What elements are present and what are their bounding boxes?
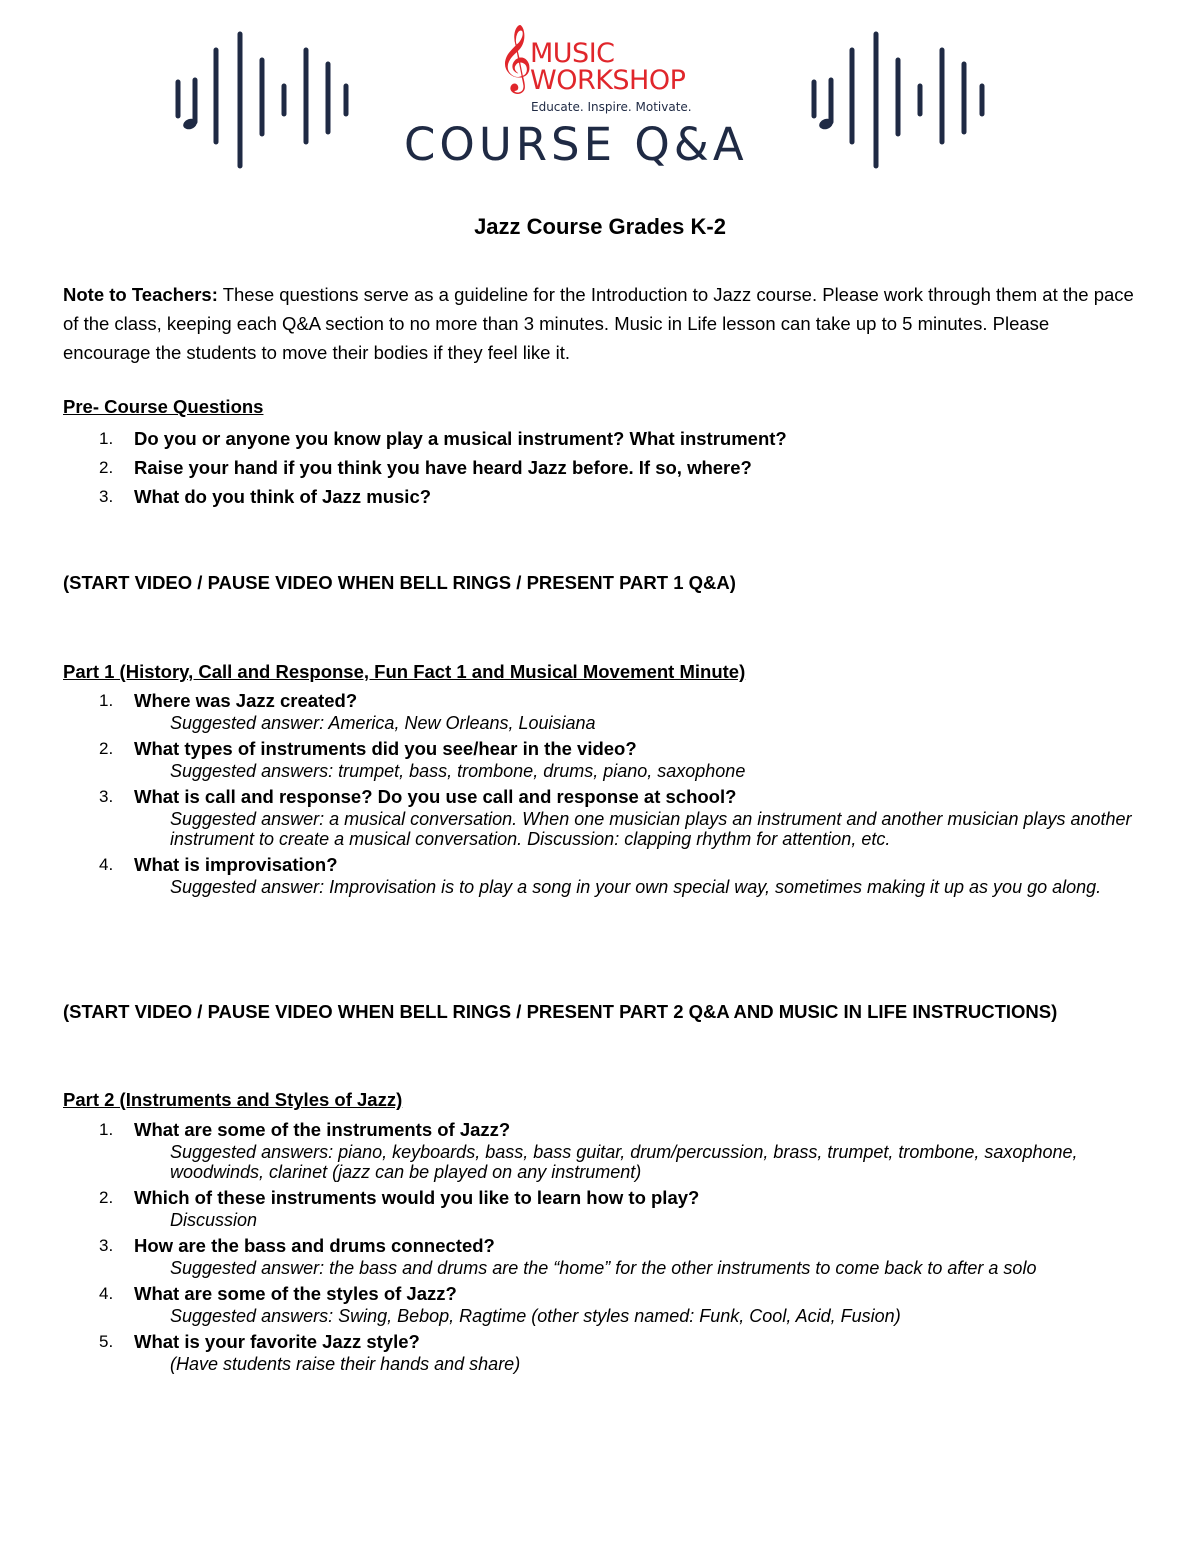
suggested-answer: Suggested answer: a musical conversation. When one musician plays an instrument and another musician plays another instrument to create a musical conversation. Discussion: clapping rhythm for attention, etc. <box>170 809 1132 849</box>
list-item: 3. What do you think of Jazz music? <box>99 486 432 507</box>
suggested-answer: (Have students raise their hands and share) <box>170 1354 521 1374</box>
suggested-answer: Suggested answer: Improvisation is to play a song in your own special way, sometimes making it up as you go along. <box>170 877 1102 897</box>
question: Which of these instruments would you like to learn how to play? <box>134 1187 700 1208</box>
logo-line-2: WORKSHOP <box>530 65 686 96</box>
suggested-answer: Suggested answer: the bass and drums are the “home” for the other instruments to come back to after a solo <box>170 1258 1037 1278</box>
teacher-note <box>63 280 1138 367</box>
list-item: 1. What are some of the instruments of Jazz? Suggested answers: piano, keyboards, bass, bass guitar, drum/percussion, brass, trumpet, trombone, saxophone, woodwinds, clarinet (jazz can be played on any instrument) <box>63 1118 1143 1182</box>
question: What are some of the styles of Jazz? <box>134 1283 457 1304</box>
question: Do you or anyone you know play a musical instrument? What instrument? <box>134 428 787 449</box>
instruction-part-2: (START VIDEO / PAUSE VIDEO WHEN BELL RINGS / PRESENT PART 2 Q&A AND MUSIC IN LIFE INSTRUCTIONS) <box>63 1001 1058 1022</box>
list-item: 1. Where was Jazz created? Suggested answer: America, New Orleans, Louisiana <box>63 689 1143 733</box>
list-item: 4. What is improvisation? Suggested answer: Improvisation is to play a song in your own special way, sometimes making it up as you go along. <box>63 853 1143 897</box>
list-item: 1. Do you or anyone you know play a musical instrument? What instrument? <box>99 428 787 449</box>
instruction-part-1: (START VIDEO / PAUSE VIDEO WHEN BELL RINGS / PRESENT PART 1 Q&A) <box>63 572 736 593</box>
list-item: 3. How are the bass and drums connected? Suggested answer: the bass and drums are the “home” for the other instruments to come back to after a solo <box>63 1234 1143 1278</box>
question: What is your favorite Jazz style? <box>134 1331 420 1352</box>
suggested-answer: Discussion <box>170 1210 258 1230</box>
part-2-heading: Part 2 (Instruments and Styles of Jazz) <box>63 1089 403 1110</box>
list-item: 2. Raise your hand if you think you have heard Jazz before. If so, where? <box>99 457 752 478</box>
question: How are the bass and drums connected? <box>134 1235 495 1256</box>
question: What types of instruments did you see/hear in the video? <box>134 738 637 759</box>
part-2-list <box>63 1118 1143 1378</box>
document-title: Jazz Course Grades K-2 <box>474 214 726 239</box>
pre-course-list <box>63 424 1143 511</box>
question: What is improvisation? <box>134 854 338 875</box>
course-title: COURSE Q&A <box>404 118 748 171</box>
treble-clef-icon: 𝄞 <box>498 23 533 91</box>
list-item: 2. Which of these instruments would you like to learn how to play? Discussion <box>63 1186 1143 1230</box>
question: Where was Jazz created? <box>134 690 358 711</box>
question: Raise your hand if you think you have heard Jazz before. If so, where? <box>134 457 752 478</box>
part-1-heading: Part 1 (History, Call and Response, Fun Fact 1 and Musical Movement Minute) <box>63 661 746 682</box>
list-item: 3. What is call and response? Do you use call and response at school? Suggested answer: a musical conversation. When one musician plays an instrument and another musician plays another instrument to create a musical conversation. Discussion: clapping rhythm for attention, etc. <box>63 785 1143 849</box>
suggested-answer: Suggested answers: Swing, Bebop, Ragtime (other styles named: Funk, Cool, Acid, Fusion) <box>170 1306 901 1326</box>
list-item: 4. What are some of the styles of Jazz? Suggested answers: Swing, Bebop, Ragtime (other styles named: Funk, Cool, Acid, Fusion) <box>63 1282 1143 1326</box>
sound-wave-icon-left <box>172 30 352 170</box>
suggested-answer: Suggested answer: America, New Orleans, Louisiana <box>170 713 596 733</box>
question: What is call and response? Do you use call and response at school? <box>134 786 737 807</box>
suggested-answer: Suggested answers: piano, keyboards, bass, bass guitar, drum/percussion, brass, trumpet, trombone, saxophone, woodwinds, clarinet (jazz can be played on any instrument) <box>170 1142 1078 1182</box>
part-1-list <box>63 689 1143 901</box>
suggested-answer: Suggested answers: trumpet, bass, trombone, drums, piano, saxophone <box>170 761 746 781</box>
teacher-note-text: These questions serve as a guideline for the Introduction to Jazz course. Please work through them at the pace of the class, keeping each Q&A section to no more than 3 minutes. Music in Life lesson can take up to 5 minutes. Please encourage the students to move their bodies if they feel like it. <box>63 284 1134 363</box>
question: What do you think of Jazz music? <box>134 486 432 507</box>
pre-course-heading: Pre- Course Questions <box>63 396 264 417</box>
question: What are some of the instruments of Jazz? <box>134 1119 511 1140</box>
list-item: 2. What types of instruments did you see/hear in the video? Suggested answers: trumpet, bass, trombone, drums, piano, saxophone <box>63 737 1143 781</box>
logo-line-1: MUSIC <box>530 38 615 69</box>
sound-wave-icon-right <box>808 30 988 170</box>
teacher-note-label: Note to Teachers: <box>63 284 218 305</box>
list-item: 5. What is your favorite Jazz style? (Have students raise their hands and share) <box>63 1330 1143 1374</box>
music-workshop-logo <box>498 23 718 116</box>
logo-tagline: Educate. Inspire. Motivate. <box>531 100 692 114</box>
